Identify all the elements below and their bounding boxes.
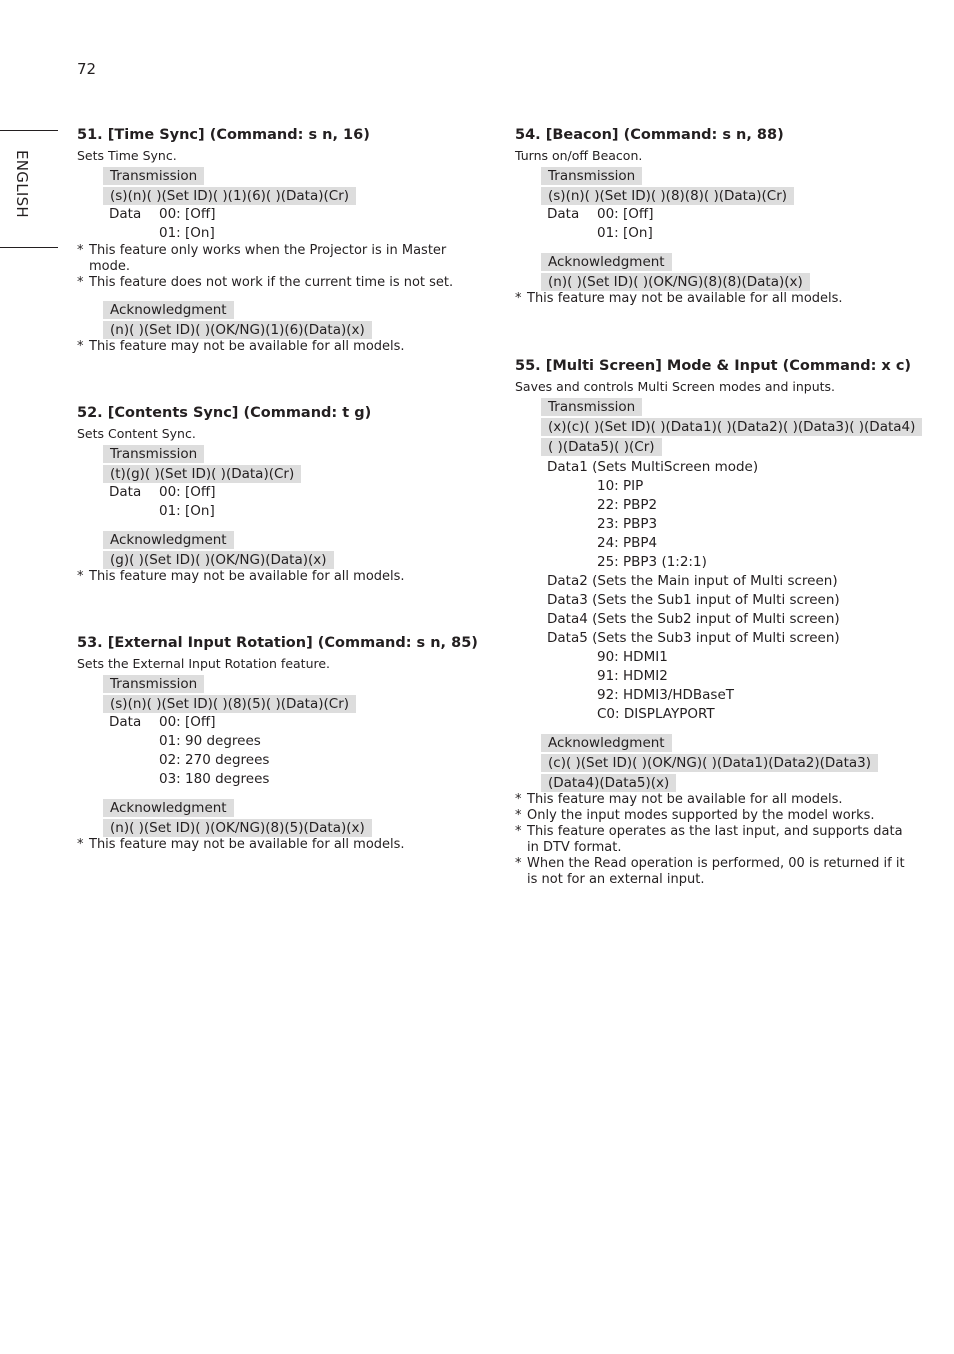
section-description: Sets Time Sync. <box>77 148 177 163</box>
data-row <box>77 205 477 224</box>
input-value: 92: HDMI3/HDBaseT <box>597 687 734 703</box>
acknowledgment-command-line1: (c)( )(Set ID)( )(OK/NG)( )(Data1)(Data2)(Data3) <box>541 754 878 772</box>
data-value: 00: [Off] <box>597 206 654 222</box>
section-title: 53. [External Input Rotation] (Command: s n, 85) <box>77 635 478 651</box>
transmission-command: (s)(n)( )(Set ID)( )(8)(5)( )(Data)(Cr) <box>103 695 356 713</box>
data-value: 02: 270 degrees <box>159 752 270 768</box>
acknowledgment-label: Acknowledgment <box>103 799 234 817</box>
input-value: C0: DISPLAYPORT <box>597 706 715 722</box>
note: * This feature may not be available for all models. <box>77 569 405 584</box>
data-value: 03: 180 degrees <box>159 771 270 787</box>
section-description: Turns on/off Beacon. <box>515 148 643 163</box>
transmission-label: Transmission <box>103 445 204 463</box>
data1-value: 25: PBP3 (1:2:1) <box>597 554 707 570</box>
data-value: 01: [On] <box>159 503 215 519</box>
note: * This feature does not work if the current time is not set. <box>77 275 454 290</box>
transmission-label: Transmission <box>541 167 642 185</box>
section-54 <box>515 125 915 307</box>
data1-heading: Data1 (Sets MultiScreen mode) <box>547 459 759 475</box>
acknowledgment-command: (g)( )(Set ID)( )(OK/NG)(Data)(x) <box>103 551 334 569</box>
data-label: Data <box>109 484 142 500</box>
note: * This feature only works when the Projector is in Master mode. <box>77 243 447 274</box>
section-title: 55. [Multi Screen] Mode & Input (Command: x c) <box>515 358 912 374</box>
data-label: Data <box>109 714 142 730</box>
transmission-label: Transmission <box>541 398 642 416</box>
section-title: 52. [Contents Sync] (Command: t g) <box>77 405 372 421</box>
acknowledgment-command: (n)( )(Set ID)( )(OK/NG)(1)(6)(Data)(x) <box>103 321 372 339</box>
data-heading: Data2 (Sets the Main input of Multi screen) <box>547 573 838 589</box>
transmission-label: Transmission <box>103 167 204 185</box>
data-label: Data <box>547 206 580 222</box>
data-value: 00: [Off] <box>159 484 216 500</box>
data-label: Data <box>109 206 142 222</box>
note: * This feature may not be available for all models. <box>77 837 405 852</box>
data-value: 01: [On] <box>597 225 653 241</box>
transmission-command-line1: (x)(c)( )(Set ID)( )(Data1)( )(Data2)( )(Data3)( )(Data4) <box>541 418 922 436</box>
note: * This feature operates as the last input, and supports data in DTV format. <box>515 824 903 855</box>
side-language-label: ENGLISH <box>13 150 31 219</box>
acknowledgment-label: Acknowledgment <box>541 734 672 752</box>
data1-value: 24: PBP4 <box>597 535 658 551</box>
note: * When the Read operation is performed, 00 is returned if it is not for an external input. <box>515 856 905 887</box>
section-51 <box>77 125 477 355</box>
data-heading: Data4 (Sets the Sub2 input of Multi screen) <box>547 611 840 627</box>
transmission-command-line2: ( )(Data5)( )(Cr) <box>541 438 662 456</box>
input-value: 91: HDMI2 <box>597 668 668 684</box>
data1-value: 10: PIP <box>597 478 644 494</box>
acknowledgment-label: Acknowledgment <box>103 531 234 549</box>
section-title: 54. [Beacon] (Command: s n, 88) <box>515 127 784 143</box>
note: * This feature may not be available for all models. <box>77 339 405 354</box>
acknowledgment-label: Acknowledgment <box>541 253 672 271</box>
note: * Only the input modes supported by the model works. <box>515 808 875 823</box>
data1-value: 23: PBP3 <box>597 516 658 532</box>
section-52 <box>77 403 477 585</box>
acknowledgment-command: (n)( )(Set ID)( )(OK/NG)(8)(5)(Data)(x) <box>103 819 372 837</box>
transmission-command: (s)(n)( )(Set ID)( )(8)(8)( )(Data)(Cr) <box>541 187 794 205</box>
section-title: 51. [Time Sync] (Command: s n, 16) <box>77 127 370 143</box>
transmission-command: (s)(n)( )(Set ID)( )(1)(6)( )(Data)(Cr) <box>103 187 356 205</box>
data-value: 00: [Off] <box>159 206 216 222</box>
data-row <box>515 205 915 224</box>
transmission-command: (t)(g)( )(Set ID)( )(Data)(Cr) <box>103 465 301 483</box>
data-row <box>77 713 477 732</box>
data-heading: Data3 (Sets the Sub1 input of Multi screen) <box>547 592 840 608</box>
data1-value: 22: PBP2 <box>597 497 658 513</box>
note: * This feature may not be available for all models. <box>515 291 843 306</box>
section-53 <box>77 633 477 853</box>
data-value: 01: 90 degrees <box>159 733 261 749</box>
acknowledgment-label: Acknowledgment <box>103 301 234 319</box>
note: * This feature may not be available for all models. <box>515 792 843 807</box>
input-value: 90: HDMI1 <box>597 649 668 665</box>
section-55 <box>515 356 915 888</box>
data-value: 00: [Off] <box>159 714 216 730</box>
transmission-label: Transmission <box>103 675 204 693</box>
data-value: 01: [On] <box>159 225 215 241</box>
section-description: Saves and controls Multi Screen modes and inputs. <box>515 379 836 394</box>
data-row <box>77 483 477 502</box>
section-description: Sets Content Sync. <box>77 426 196 441</box>
page-number: 72 <box>77 60 97 78</box>
section-description: Sets the External Input Rotation feature. <box>77 656 331 671</box>
acknowledgment-command-line2: (Data4)(Data5)(x) <box>541 774 676 792</box>
acknowledgment-command: (n)( )(Set ID)( )(OK/NG)(8)(8)(Data)(x) <box>541 273 810 291</box>
data-heading: Data5 (Sets the Sub3 input of Multi screen) <box>547 630 840 646</box>
